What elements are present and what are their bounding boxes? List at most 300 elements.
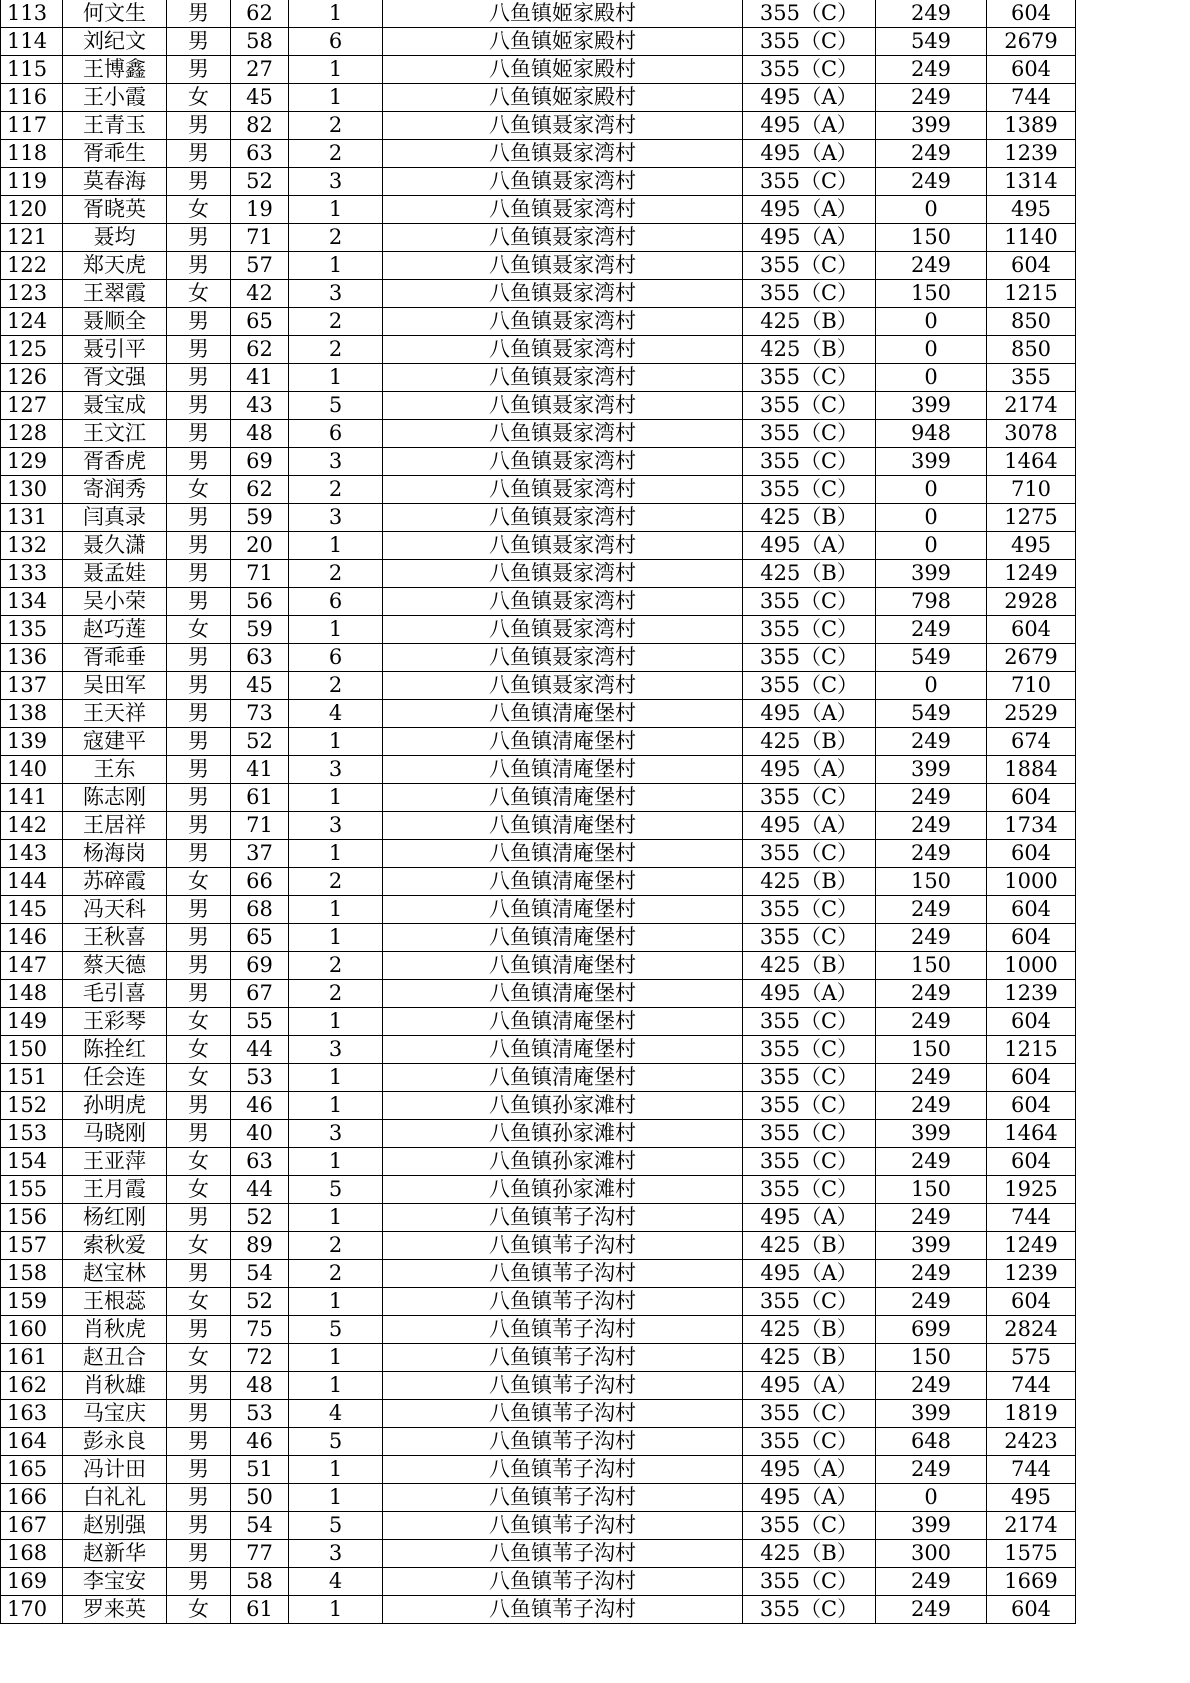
subsidy-cell: 249 <box>876 616 987 644</box>
household-size-cell: 1 <box>289 616 383 644</box>
table-row <box>1 756 1076 784</box>
name-cell: 王小霞 <box>63 84 167 112</box>
village-cell: 八鱼镇聂家湾村 <box>383 616 743 644</box>
total-cell: 1140 <box>987 224 1076 252</box>
age-cell: 44 <box>231 1036 289 1064</box>
age-cell: 48 <box>231 1372 289 1400</box>
table-row <box>1 1036 1076 1064</box>
table-row <box>1 476 1076 504</box>
base-amount-cell: 355（C） <box>743 420 876 448</box>
village-cell: 八鱼镇苇子沟村 <box>383 1232 743 1260</box>
village-cell: 八鱼镇聂家湾村 <box>383 420 743 448</box>
gender-cell: 男 <box>167 980 231 1008</box>
total-cell: 1314 <box>987 168 1076 196</box>
total-cell: 850 <box>987 308 1076 336</box>
village-cell: 八鱼镇聂家湾村 <box>383 364 743 392</box>
subsidy-cell: 249 <box>876 1260 987 1288</box>
village-cell: 八鱼镇苇子沟村 <box>383 1288 743 1316</box>
table-row <box>1 1400 1076 1428</box>
gender-cell: 女 <box>167 1148 231 1176</box>
name-cell: 赵新华 <box>63 1540 167 1568</box>
age-cell: 67 <box>231 980 289 1008</box>
row-number: 142 <box>1 812 63 840</box>
household-size-cell: 1 <box>289 1372 383 1400</box>
base-amount-cell: 355（C） <box>743 1596 876 1624</box>
subsidy-cell: 150 <box>876 952 987 980</box>
base-amount-cell: 495（A） <box>743 84 876 112</box>
base-amount-cell: 355（C） <box>743 1148 876 1176</box>
total-cell: 2529 <box>987 700 1076 728</box>
table-row <box>1 924 1076 952</box>
total-cell: 495 <box>987 532 1076 560</box>
household-size-cell: 3 <box>289 1540 383 1568</box>
subsidy-cell: 399 <box>876 560 987 588</box>
household-size-cell: 1 <box>289 1204 383 1232</box>
table-row <box>1 0 1076 28</box>
name-cell: 胥晓英 <box>63 196 167 224</box>
row-number: 123 <box>1 280 63 308</box>
base-amount-cell: 495（A） <box>743 112 876 140</box>
gender-cell: 男 <box>167 112 231 140</box>
name-cell: 苏碎霞 <box>63 868 167 896</box>
village-cell: 八鱼镇苇子沟村 <box>383 1400 743 1428</box>
household-size-cell: 3 <box>289 168 383 196</box>
age-cell: 71 <box>231 560 289 588</box>
subsidy-cell: 150 <box>876 1036 987 1064</box>
base-amount-cell: 495（A） <box>743 812 876 840</box>
subsidy-cell: 549 <box>876 700 987 728</box>
gender-cell: 女 <box>167 1596 231 1624</box>
village-cell: 八鱼镇苇子沟村 <box>383 1456 743 1484</box>
village-cell: 八鱼镇聂家湾村 <box>383 672 743 700</box>
base-amount-cell: 355（C） <box>743 364 876 392</box>
base-amount-cell: 355（C） <box>743 924 876 952</box>
name-cell: 赵丑合 <box>63 1344 167 1372</box>
gender-cell: 男 <box>167 1372 231 1400</box>
row-number: 167 <box>1 1512 63 1540</box>
gender-cell: 男 <box>167 420 231 448</box>
table-row <box>1 1316 1076 1344</box>
age-cell: 69 <box>231 952 289 980</box>
age-cell: 59 <box>231 504 289 532</box>
age-cell: 65 <box>231 308 289 336</box>
age-cell: 52 <box>231 1204 289 1232</box>
household-size-cell: 1 <box>289 1148 383 1176</box>
household-size-cell: 4 <box>289 1400 383 1428</box>
row-number: 119 <box>1 168 63 196</box>
row-number: 161 <box>1 1344 63 1372</box>
gender-cell: 女 <box>167 476 231 504</box>
name-cell: 赵宝林 <box>63 1260 167 1288</box>
household-size-cell: 4 <box>289 1568 383 1596</box>
table-row <box>1 1008 1076 1036</box>
table-row <box>1 224 1076 252</box>
table-row <box>1 1232 1076 1260</box>
village-cell: 八鱼镇孙家滩村 <box>383 1120 743 1148</box>
row-number: 131 <box>1 504 63 532</box>
household-size-cell: 1 <box>289 1288 383 1316</box>
name-cell: 任会连 <box>63 1064 167 1092</box>
village-cell: 八鱼镇聂家湾村 <box>383 392 743 420</box>
household-size-cell: 2 <box>289 672 383 700</box>
total-cell: 1239 <box>987 140 1076 168</box>
household-size-cell: 2 <box>289 112 383 140</box>
gender-cell: 男 <box>167 952 231 980</box>
subsidy-cell: 399 <box>876 756 987 784</box>
name-cell: 陈志刚 <box>63 784 167 812</box>
subsidy-cell: 249 <box>876 1148 987 1176</box>
total-cell: 1669 <box>987 1568 1076 1596</box>
total-cell: 744 <box>987 1372 1076 1400</box>
village-cell: 八鱼镇清庵堡村 <box>383 896 743 924</box>
gender-cell: 男 <box>167 700 231 728</box>
age-cell: 57 <box>231 252 289 280</box>
name-cell: 胥香虎 <box>63 448 167 476</box>
subsidy-cell: 249 <box>876 1008 987 1036</box>
row-number: 118 <box>1 140 63 168</box>
row-number: 148 <box>1 980 63 1008</box>
name-cell: 聂孟娃 <box>63 560 167 588</box>
village-cell: 八鱼镇清庵堡村 <box>383 1064 743 1092</box>
age-cell: 63 <box>231 644 289 672</box>
gender-cell: 男 <box>167 1456 231 1484</box>
village-cell: 八鱼镇聂家湾村 <box>383 476 743 504</box>
base-amount-cell: 355（C） <box>743 1400 876 1428</box>
row-number: 129 <box>1 448 63 476</box>
gender-cell: 男 <box>167 364 231 392</box>
age-cell: 20 <box>231 532 289 560</box>
subsidy-cell: 249 <box>876 0 987 28</box>
village-cell: 八鱼镇清庵堡村 <box>383 924 743 952</box>
base-amount-cell: 355（C） <box>743 840 876 868</box>
subsidy-cell: 549 <box>876 28 987 56</box>
name-cell: 王彩琴 <box>63 1008 167 1036</box>
table-row <box>1 896 1076 924</box>
household-size-cell: 1 <box>289 1596 383 1624</box>
village-cell: 八鱼镇孙家滩村 <box>383 1176 743 1204</box>
age-cell: 89 <box>231 1232 289 1260</box>
gender-cell: 男 <box>167 168 231 196</box>
row-number: 154 <box>1 1148 63 1176</box>
table-row <box>1 1120 1076 1148</box>
table-row <box>1 1456 1076 1484</box>
table-row <box>1 112 1076 140</box>
age-cell: 55 <box>231 1008 289 1036</box>
base-amount-cell: 355（C） <box>743 1176 876 1204</box>
row-number: 140 <box>1 756 63 784</box>
name-cell: 胥文强 <box>63 364 167 392</box>
household-size-cell: 3 <box>289 448 383 476</box>
subsidy-cell: 249 <box>876 784 987 812</box>
household-size-cell: 1 <box>289 1484 383 1512</box>
subsidy-cell: 150 <box>876 280 987 308</box>
household-size-cell: 1 <box>289 532 383 560</box>
household-size-cell: 5 <box>289 1316 383 1344</box>
gender-cell: 男 <box>167 840 231 868</box>
total-cell: 604 <box>987 896 1076 924</box>
village-cell: 八鱼镇清庵堡村 <box>383 840 743 868</box>
name-cell: 王翠霞 <box>63 280 167 308</box>
base-amount-cell: 355（C） <box>743 616 876 644</box>
total-cell: 3078 <box>987 420 1076 448</box>
name-cell: 赵别强 <box>63 1512 167 1540</box>
village-cell: 八鱼镇苇子沟村 <box>383 1596 743 1624</box>
table-row <box>1 1372 1076 1400</box>
total-cell: 710 <box>987 672 1076 700</box>
subsidy-cell: 249 <box>876 840 987 868</box>
age-cell: 43 <box>231 392 289 420</box>
age-cell: 48 <box>231 420 289 448</box>
base-amount-cell: 355（C） <box>743 1288 876 1316</box>
gender-cell: 男 <box>167 1092 231 1120</box>
base-amount-cell: 355（C） <box>743 392 876 420</box>
row-number: 163 <box>1 1400 63 1428</box>
table-row <box>1 868 1076 896</box>
village-cell: 八鱼镇苇子沟村 <box>383 1260 743 1288</box>
base-amount-cell: 495（A） <box>743 1456 876 1484</box>
base-amount-cell: 355（C） <box>743 56 876 84</box>
name-cell: 索秋爱 <box>63 1232 167 1260</box>
age-cell: 53 <box>231 1400 289 1428</box>
total-cell: 495 <box>987 1484 1076 1512</box>
total-cell: 1215 <box>987 1036 1076 1064</box>
age-cell: 71 <box>231 812 289 840</box>
total-cell: 604 <box>987 0 1076 28</box>
row-number: 144 <box>1 868 63 896</box>
total-cell: 604 <box>987 56 1076 84</box>
name-cell: 聂宝成 <box>63 392 167 420</box>
total-cell: 604 <box>987 1148 1076 1176</box>
household-size-cell: 5 <box>289 1512 383 1540</box>
village-cell: 八鱼镇苇子沟村 <box>383 1568 743 1596</box>
subsidy-cell: 249 <box>876 1092 987 1120</box>
age-cell: 75 <box>231 1316 289 1344</box>
household-size-cell: 1 <box>289 784 383 812</box>
base-amount-cell: 355（C） <box>743 784 876 812</box>
total-cell: 1464 <box>987 448 1076 476</box>
base-amount-cell: 425（B） <box>743 504 876 532</box>
gender-cell: 女 <box>167 1232 231 1260</box>
row-number: 126 <box>1 364 63 392</box>
gender-cell: 女 <box>167 1288 231 1316</box>
subsidy-cell: 948 <box>876 420 987 448</box>
age-cell: 73 <box>231 700 289 728</box>
household-size-cell: 3 <box>289 756 383 784</box>
gender-cell: 女 <box>167 280 231 308</box>
subsidy-cell: 249 <box>876 1568 987 1596</box>
village-cell: 八鱼镇聂家湾村 <box>383 224 743 252</box>
name-cell: 冯天科 <box>63 896 167 924</box>
total-cell: 604 <box>987 924 1076 952</box>
base-amount-cell: 355（C） <box>743 1064 876 1092</box>
village-cell: 八鱼镇清庵堡村 <box>383 868 743 896</box>
name-cell: 杨红刚 <box>63 1204 167 1232</box>
village-cell: 八鱼镇苇子沟村 <box>383 1540 743 1568</box>
total-cell: 1389 <box>987 112 1076 140</box>
name-cell: 王博鑫 <box>63 56 167 84</box>
subsidy-cell: 150 <box>876 1176 987 1204</box>
gender-cell: 男 <box>167 56 231 84</box>
base-amount-cell: 355（C） <box>743 28 876 56</box>
table-row <box>1 840 1076 868</box>
age-cell: 46 <box>231 1428 289 1456</box>
household-size-cell: 1 <box>289 56 383 84</box>
age-cell: 58 <box>231 28 289 56</box>
name-cell: 肖秋虎 <box>63 1316 167 1344</box>
total-cell: 1464 <box>987 1120 1076 1148</box>
base-amount-cell: 425（B） <box>743 336 876 364</box>
base-amount-cell: 355（C） <box>743 1008 876 1036</box>
base-amount-cell: 495（A） <box>743 1484 876 1512</box>
household-size-cell: 2 <box>289 308 383 336</box>
base-amount-cell: 355（C） <box>743 1568 876 1596</box>
subsidy-cell: 150 <box>876 868 987 896</box>
household-size-cell: 5 <box>289 392 383 420</box>
age-cell: 82 <box>231 112 289 140</box>
village-cell: 八鱼镇聂家湾村 <box>383 560 743 588</box>
village-cell: 八鱼镇清庵堡村 <box>383 980 743 1008</box>
base-amount-cell: 355（C） <box>743 476 876 504</box>
village-cell: 八鱼镇聂家湾村 <box>383 112 743 140</box>
name-cell: 聂久潇 <box>63 532 167 560</box>
row-number: 120 <box>1 196 63 224</box>
household-size-cell: 6 <box>289 420 383 448</box>
age-cell: 68 <box>231 896 289 924</box>
household-size-cell: 1 <box>289 924 383 952</box>
village-cell: 八鱼镇清庵堡村 <box>383 756 743 784</box>
row-number: 169 <box>1 1568 63 1596</box>
age-cell: 72 <box>231 1344 289 1372</box>
village-cell: 八鱼镇聂家湾村 <box>383 196 743 224</box>
household-size-cell: 6 <box>289 588 383 616</box>
base-amount-cell: 495（A） <box>743 756 876 784</box>
subsidy-cell: 699 <box>876 1316 987 1344</box>
name-cell: 胥乖垂 <box>63 644 167 672</box>
village-cell: 八鱼镇清庵堡村 <box>383 1008 743 1036</box>
total-cell: 744 <box>987 1204 1076 1232</box>
total-cell: 604 <box>987 1596 1076 1624</box>
subsidy-cell: 249 <box>876 252 987 280</box>
base-amount-cell: 355（C） <box>743 280 876 308</box>
base-amount-cell: 355（C） <box>743 168 876 196</box>
subsidy-cell: 249 <box>876 728 987 756</box>
base-amount-cell: 425（B） <box>743 1540 876 1568</box>
subsidy-cell: 549 <box>876 644 987 672</box>
subsidy-cell: 0 <box>876 504 987 532</box>
row-number: 153 <box>1 1120 63 1148</box>
village-cell: 八鱼镇聂家湾村 <box>383 280 743 308</box>
row-number: 136 <box>1 644 63 672</box>
age-cell: 52 <box>231 168 289 196</box>
row-number: 150 <box>1 1036 63 1064</box>
age-cell: 59 <box>231 616 289 644</box>
base-amount-cell: 425（B） <box>743 868 876 896</box>
table-row <box>1 1568 1076 1596</box>
age-cell: 58 <box>231 1568 289 1596</box>
base-amount-cell: 495（A） <box>743 532 876 560</box>
total-cell: 2679 <box>987 28 1076 56</box>
village-cell: 八鱼镇苇子沟村 <box>383 1428 743 1456</box>
base-amount-cell: 495（A） <box>743 196 876 224</box>
name-cell: 王文江 <box>63 420 167 448</box>
subsidy-cell: 399 <box>876 1512 987 1540</box>
subsidy-cell: 399 <box>876 1400 987 1428</box>
village-cell: 八鱼镇清庵堡村 <box>383 700 743 728</box>
row-number: 151 <box>1 1064 63 1092</box>
table-row <box>1 392 1076 420</box>
village-cell: 八鱼镇苇子沟村 <box>383 1372 743 1400</box>
household-size-cell: 1 <box>289 364 383 392</box>
name-cell: 王亚萍 <box>63 1148 167 1176</box>
gender-cell: 男 <box>167 728 231 756</box>
base-amount-cell: 355（C） <box>743 0 876 28</box>
village-cell: 八鱼镇聂家湾村 <box>383 644 743 672</box>
total-cell: 1275 <box>987 504 1076 532</box>
subsidy-cell: 0 <box>876 532 987 560</box>
name-cell: 刘纪文 <box>63 28 167 56</box>
age-cell: 61 <box>231 1596 289 1624</box>
base-amount-cell: 355（C） <box>743 252 876 280</box>
name-cell: 寄润秀 <box>63 476 167 504</box>
subsidy-cell: 249 <box>876 1064 987 1092</box>
household-size-cell: 5 <box>289 1176 383 1204</box>
subsidy-cell: 399 <box>876 112 987 140</box>
subsidy-cell: 150 <box>876 1344 987 1372</box>
total-cell: 604 <box>987 840 1076 868</box>
village-cell: 八鱼镇苇子沟村 <box>383 1512 743 1540</box>
household-size-cell: 2 <box>289 140 383 168</box>
village-cell: 八鱼镇姬家殿村 <box>383 0 743 28</box>
base-amount-cell: 495（A） <box>743 1372 876 1400</box>
row-number: 160 <box>1 1316 63 1344</box>
name-cell: 王秋喜 <box>63 924 167 952</box>
household-size-cell: 3 <box>289 504 383 532</box>
age-cell: 42 <box>231 280 289 308</box>
name-cell: 吴田军 <box>63 672 167 700</box>
gender-cell: 女 <box>167 1036 231 1064</box>
table-row <box>1 448 1076 476</box>
total-cell: 1239 <box>987 1260 1076 1288</box>
age-cell: 71 <box>231 224 289 252</box>
row-number: 149 <box>1 1008 63 1036</box>
name-cell: 王月霞 <box>63 1176 167 1204</box>
row-number: 152 <box>1 1092 63 1120</box>
name-cell: 聂均 <box>63 224 167 252</box>
gender-cell: 男 <box>167 140 231 168</box>
table-row <box>1 1148 1076 1176</box>
total-cell: 1249 <box>987 560 1076 588</box>
row-number: 122 <box>1 252 63 280</box>
subsidy-cell: 150 <box>876 224 987 252</box>
total-cell: 1575 <box>987 1540 1076 1568</box>
row-number: 138 <box>1 700 63 728</box>
table-row <box>1 1484 1076 1512</box>
base-amount-cell: 355（C） <box>743 1092 876 1120</box>
row-number: 141 <box>1 784 63 812</box>
age-cell: 62 <box>231 476 289 504</box>
base-amount-cell: 355（C） <box>743 1428 876 1456</box>
household-size-cell: 1 <box>289 1344 383 1372</box>
gender-cell: 男 <box>167 1260 231 1288</box>
household-size-cell: 3 <box>289 812 383 840</box>
row-number: 115 <box>1 56 63 84</box>
table-row <box>1 560 1076 588</box>
village-cell: 八鱼镇苇子沟村 <box>383 1316 743 1344</box>
total-cell: 1215 <box>987 280 1076 308</box>
table-row <box>1 504 1076 532</box>
name-cell: 杨海岗 <box>63 840 167 868</box>
base-amount-cell: 495（A） <box>743 140 876 168</box>
